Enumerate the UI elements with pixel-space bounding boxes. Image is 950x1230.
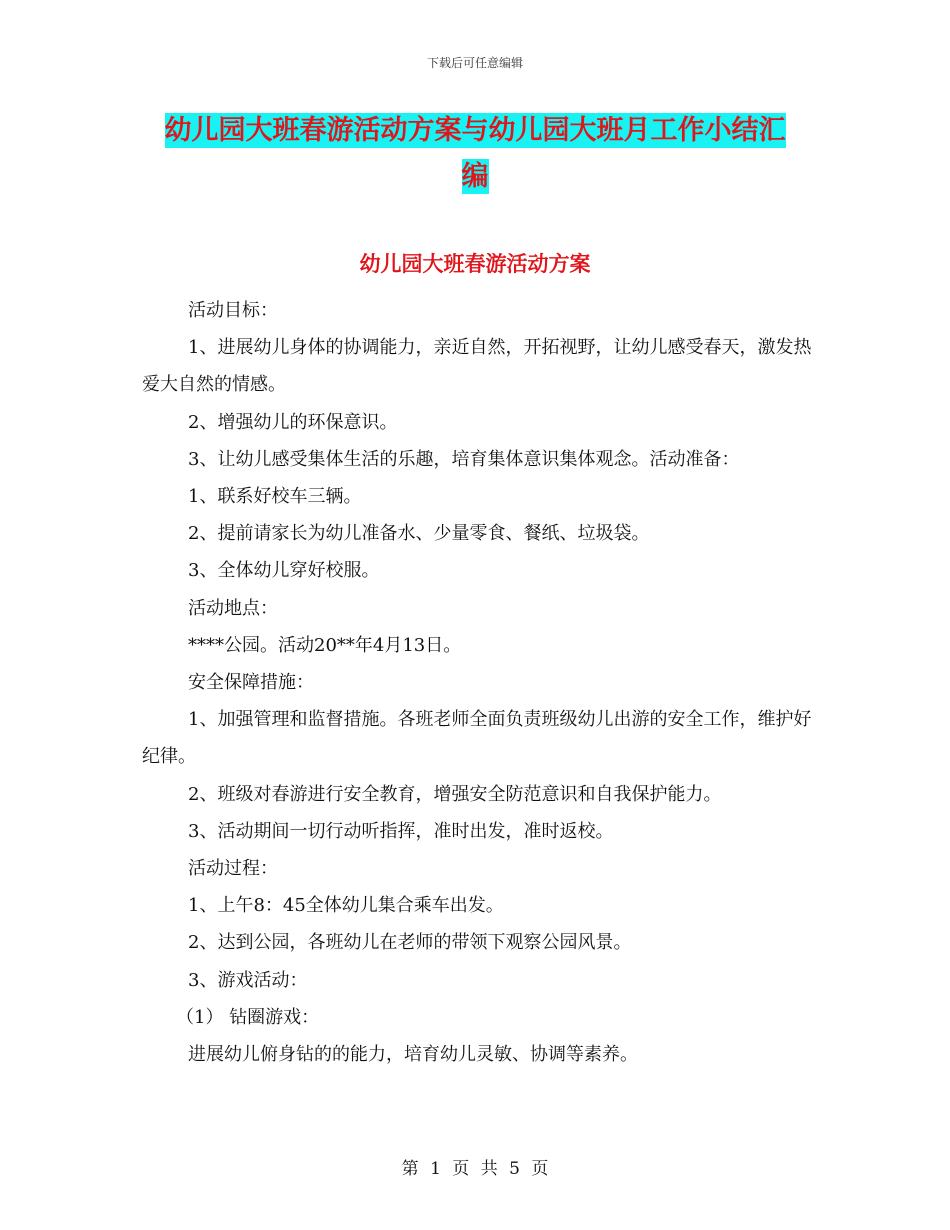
paragraph: 1、进展幼儿身体的协调能力，亲近自然，开拓视野，让幼儿感受春天，激发热爱大自然的情感。 (142, 337, 812, 396)
paragraph: 1、加强管理和监督措施。各班老师全面负责班级幼儿出游的安全工作，维护好纪律。 (142, 709, 812, 768)
paragraph: 3、让幼儿感受集体生活的乐趣，培育集体意识集体观念。活动准备： (188, 448, 740, 470)
paragraph: ****公园。活动20**年4月13日。 (188, 634, 462, 656)
paragraph: 2、提前请家长为幼儿准备水、少量零食、餐纸、垃圾袋。 (188, 523, 650, 545)
title-line-2: 编 (461, 161, 489, 192)
paragraph: 3、全体幼儿穿好校服。 (188, 560, 380, 582)
paragraph: 活动目标： (188, 300, 278, 321)
section-title: 幼儿园大班春游活动方案 (359, 252, 591, 276)
paragraph: 活动过程： (188, 858, 278, 880)
page-footer: 第 1 页 共 5 页 (401, 1159, 549, 1179)
paragraph: （1） 钻圈游戏： (176, 1006, 320, 1028)
paragraph: 2、班级对春游进行安全教育，增强安全防范意识和自我保护能力。 (188, 783, 722, 805)
document-title (120, 108, 830, 200)
paragraph: 活动地点： (188, 597, 278, 619)
paragraph: 3、活动期间一切行动听指挥，准时出发，准时返校。 (188, 820, 614, 842)
paragraph: 进展幼儿俯身钻的的能力，培育幼儿灵敏、协调等素养。 (188, 1044, 638, 1066)
document-body (142, 292, 812, 1073)
paragraph: 1、联系好校车三辆。 (188, 486, 362, 508)
header-note: 下载后可任意编辑 (426, 56, 523, 70)
paragraph: 3、游戏活动： (188, 969, 308, 991)
paragraph: 2、达到公园，各班幼儿在老师的带领下观察公园风景。 (188, 932, 632, 954)
title-line-1: 幼儿园大班春游活动方案与幼儿园大班月工作小结汇 (164, 115, 786, 146)
paragraph: 2、增强幼儿的环保意识。 (188, 411, 398, 433)
paragraph: 1、上午8：45全体幼儿集合乘车出发。 (188, 895, 504, 917)
paragraph: 安全保障措施： (188, 672, 314, 694)
